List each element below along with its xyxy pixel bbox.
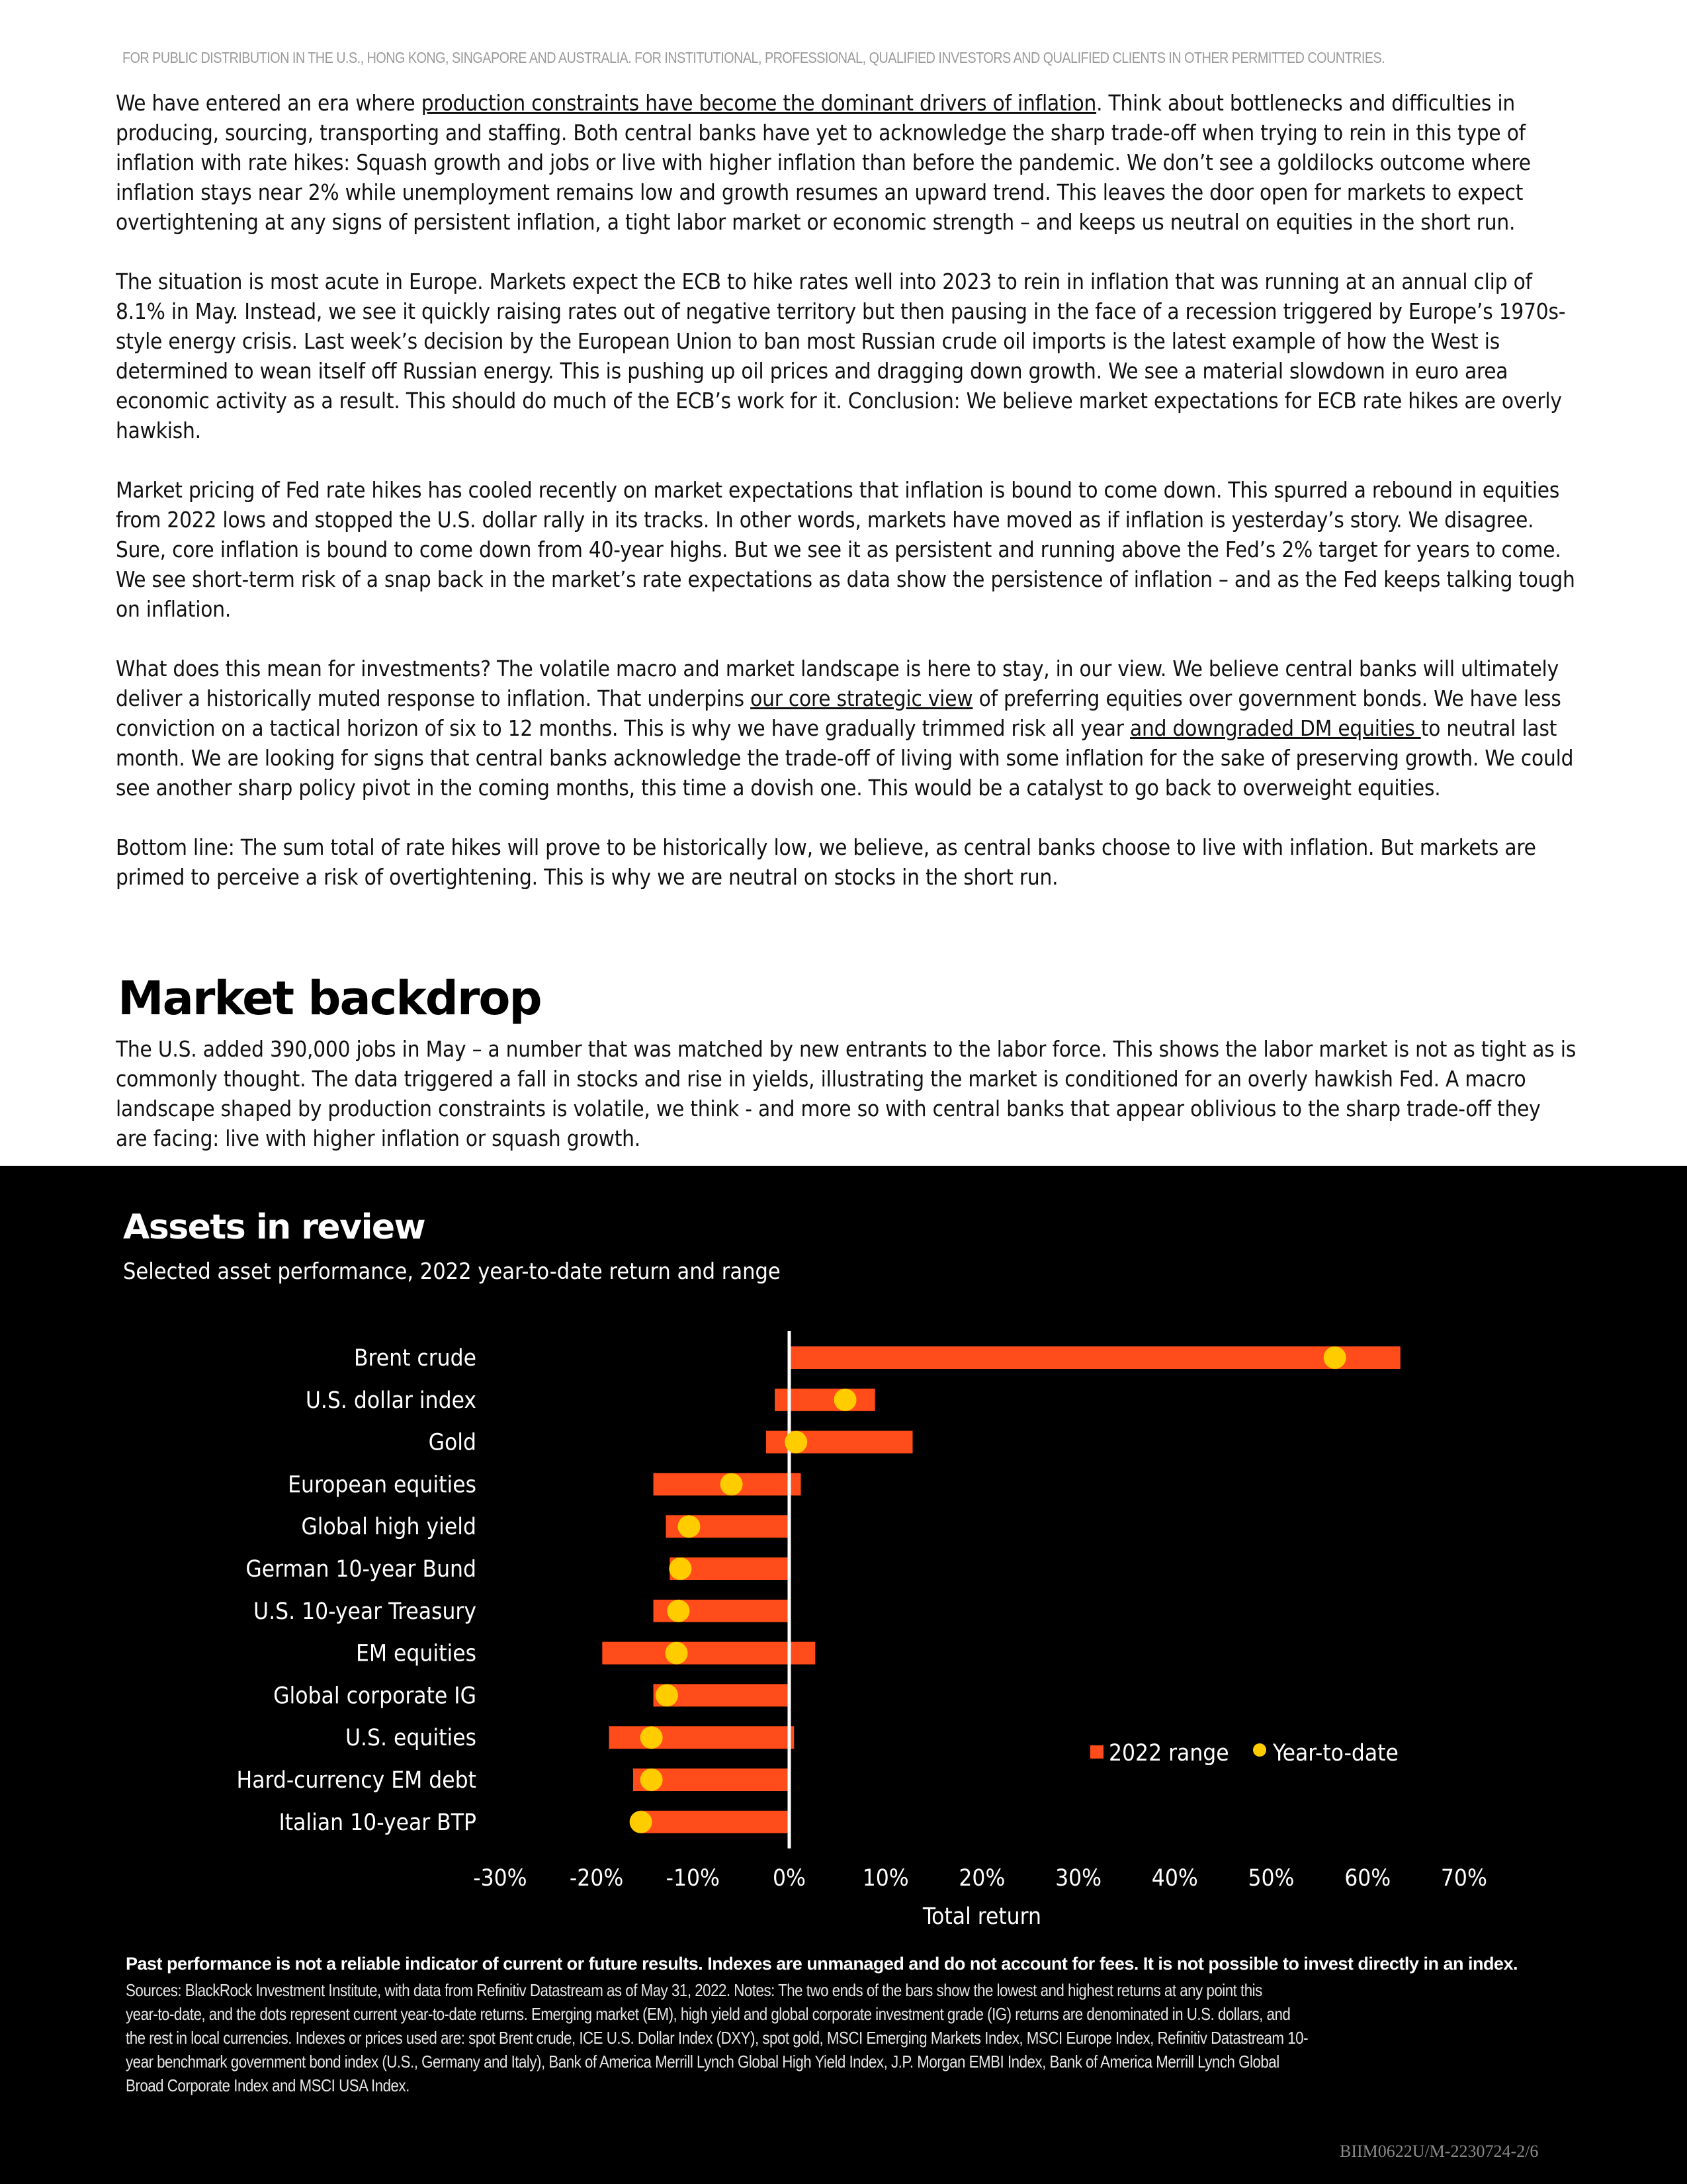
market-backdrop-paragraph: The U.S. added 390,000 jobs in May – a number that was matched by new entrants to the labor force. This shows the labor market is not as tight as is commonly thought. The data triggered a fall in stocks and rise in yields, illustrating the market is conditioned for an overly hawkish Fed. A macro landscape shaped by production constraints is volatile, we think - and more so with central banks that appear oblivious to the sharp trade-off they are facing: live with higher inflation or squash growth. [116,1036,1577,1151]
ytd-dot [785,1431,807,1454]
ytd-dot [667,1600,689,1622]
category-label: Brent crude [353,1345,476,1372]
x-tick-label: 70% [1440,1865,1487,1892]
category-labels [237,1345,476,1836]
paragraph-bottom-line: Bottom line: The sum total of rate hikes will prove to be historically low, we believe, as central banks choose to live with inflation. But markets are primed to perceive a risk of overtightening. This is why we are neutral on stocks in the short run. [116,834,1536,890]
category-label: U.S. equities [345,1725,476,1752]
legend-ytd-swatch [1253,1743,1266,1757]
category-label: Global high yield [301,1514,476,1541]
x-tick-label: 40% [1151,1865,1198,1892]
notes-line: year benchmark government bond index (U.S., Germany and Italy), Bank of America Merrill Lynch Global High Yield Index, J.P. Morgan EMBI Index, Bank of America Merrill Lynch Global [126,2052,1279,2072]
sources-notes [126,1978,1582,2097]
ytd-dot [640,1726,663,1749]
category-label: U.S. dollar index [305,1387,476,1414]
section-title-market-backdrop: Market backdrop [118,971,541,1026]
ytd-dot [669,1557,691,1580]
x-tick-labels [473,1865,1487,1892]
x-tick-label: 50% [1248,1865,1295,1892]
ytd-dot [677,1515,700,1538]
paragraph-3: Market pricing of Fed rate hikes has cooled recently on market expectations that inflation is bound to come down. This spurred a rebound in equities from 2022 lows and stopped the U.S. dollar rally in its tracks. In other words, markets have moved as if inflation is yesterday’s story. We disagree. Sure, core inflation is bound to come down from 40-year highs. But we see it as persistent and running above the Fed’s 2% target for years to come. We see short-term risk of a snap back in the market’s rate expectations as data show the persistence of inflation – and as the Fed keeps talking tough on inflation. [116,477,1575,622]
category-label: German 10-year Bund [245,1556,476,1583]
ytd-dot [834,1389,857,1411]
category-label: Gold [428,1429,476,1456]
notes-line: year-to-date, and the dots represent current year-to-date returns. Emerging market (EM), high yield and global corporate investment grade (IG) returns are denominated in U.S. dollars, and [126,2004,1291,2024]
ytd-dot [630,1811,652,1833]
x-tick-label: 20% [959,1865,1006,1892]
chart-subtitle: Selected asset performance, 2022 year-to-date return and range [123,1258,781,1285]
category-label: European equities [288,1471,476,1499]
range-bar [609,1726,795,1749]
paragraph-4: What does this mean for investments? The volatile macro and market landscape is here to stay, in our view. We believe central banks will ultimately deliver a historically muted response to inflation. That underpins our core strategic view of preferring equities over government bonds. We have less conviction on a tactical horizon of six to 12 months. This is why we have gradually trimmed risk all year and downgraded DM equities to neutral last month. We are looking for signs that central banks acknowledge the trade-off of living with some inflation for the sake of preserving growth. We could see another sharp policy pivot in the coming months, this time a dovish one. This would be a catalyst to go back to overweight equities. [116,656,1574,801]
range-bar [640,1811,789,1833]
notes-line: Broad Corporate Index and MSCI USA Index. [126,2075,410,2095]
range-bar [789,1346,1401,1369]
link-downgraded-dm-equities[interactable]: and downgraded DM equities [1130,715,1421,741]
category-label: Hard-currency EM debt [236,1767,476,1794]
category-label: U.S. 10-year Treasury [253,1598,476,1625]
legend-ytd-label: Year-to-date [1273,1740,1399,1767]
ytd-dot [666,1642,688,1665]
category-label: Global corporate IG [273,1682,476,1710]
x-tick-label: -20% [569,1865,624,1892]
legend-range-swatch [1090,1745,1103,1759]
category-label: EM equities [355,1640,476,1667]
ytd-dots [630,1346,1346,1833]
x-tick-label: 30% [1055,1865,1102,1892]
category-label: Italian 10-year BTP [279,1809,476,1836]
x-tick-label: 10% [862,1865,909,1892]
notes-line: the rest in local currencies. Indexes or prices used are: spot Brent crude, ICE U.S. Dollar Index (DXY), spot gold, MSCI Emerging Markets Index, MSCI Europe Index, Refinitiv Datastream 10- [126,2028,1308,2048]
chart-title: Assets in review [123,1207,425,1247]
ytd-dot [1324,1346,1346,1369]
chart-legend [1090,1740,1399,1767]
document-id: BIIM0622U/M-2230724-2/6 [1340,2142,1539,2161]
notes-line: Sources: BlackRock Investment Institute, with data from Refinitiv Datastream as of May 31, 2022. Notes: The two ends of the bars show the lowest and highest returns at any point this [126,1980,1262,2000]
x-tick-label: -10% [666,1865,720,1892]
x-tick-label: 60% [1344,1865,1391,1892]
link-production-constraints[interactable]: production constraints have become the dominant drivers of inflation [421,90,1097,116]
distribution-disclaimer: FOR PUBLIC DISTRIBUTION IN THE U.S., HONG KONG, SINGAPORE AND AUSTRALIA. FOR INSTITUTIONAL, PROFESSIONAL, QUALIFIED INVESTORS AND QUALIFIED CLIENTS IN OTHER PERMITTED COUNTRIES. [122,49,1385,66]
x-tick-label: 0% [773,1865,806,1892]
ytd-dot [640,1769,663,1791]
x-tick-label: -30% [473,1865,527,1892]
legend-range-label: 2022 range [1109,1740,1229,1767]
paragraph-1: We have entered an era where production constraints have become the dominant drivers of inflation. Think about bottlenecks and difficulties in producing, sourcing, transporting and staffing. Both central banks have yet to acknowledge the sharp trade-off when trying to rein in this type of inflation with rate hikes: Squash growth and jobs or live with higher inflation than before the pandemic. We don’t see a goldilocks outcome where inflation stays near 2% while unemployment remains low and growth resumes an upward trend. This leaves the door open for markets to expect overtightening at any signs of persistent inflation, a tight labor market or economic strength – and keeps us neutral on equities in the short run. [116,90,1531,235]
range-bar [602,1642,815,1665]
link-core-strategic-view[interactable]: our core strategic view [750,685,973,711]
paragraph-2: The situation is most acute in Europe. Markets expect the ECB to hike rates well into 2023 to rein in inflation that was running at an annual clip of 8.1% in May. Instead, we see it quickly raising rates out of negative territory but then pausing in the face of a recession triggered by Europe’s 1970s-style energy crisis. Last week’s decision by the European Union to ban most Russian crude oil imports is the latest example of how the West is determined to wean itself off Russian energy. This is pushing up oil prices and dragging down growth. We see a material slowdown in euro area economic activity as a result. This should do much of the ECB’s work for it. Conclusion: We believe market expectations for ECB rate hikes are overly hawkish. [116,269,1566,443]
ytd-dot [656,1684,678,1706]
ytd-dot [720,1473,743,1495]
past-performance-note: Past performance is not a reliable indicator of current or future results. Indexes are unmanaged and do not account for fees. It is not possible to invest directly in an index. [126,1954,1518,1974]
x-axis-label: Total return [922,1903,1041,1930]
